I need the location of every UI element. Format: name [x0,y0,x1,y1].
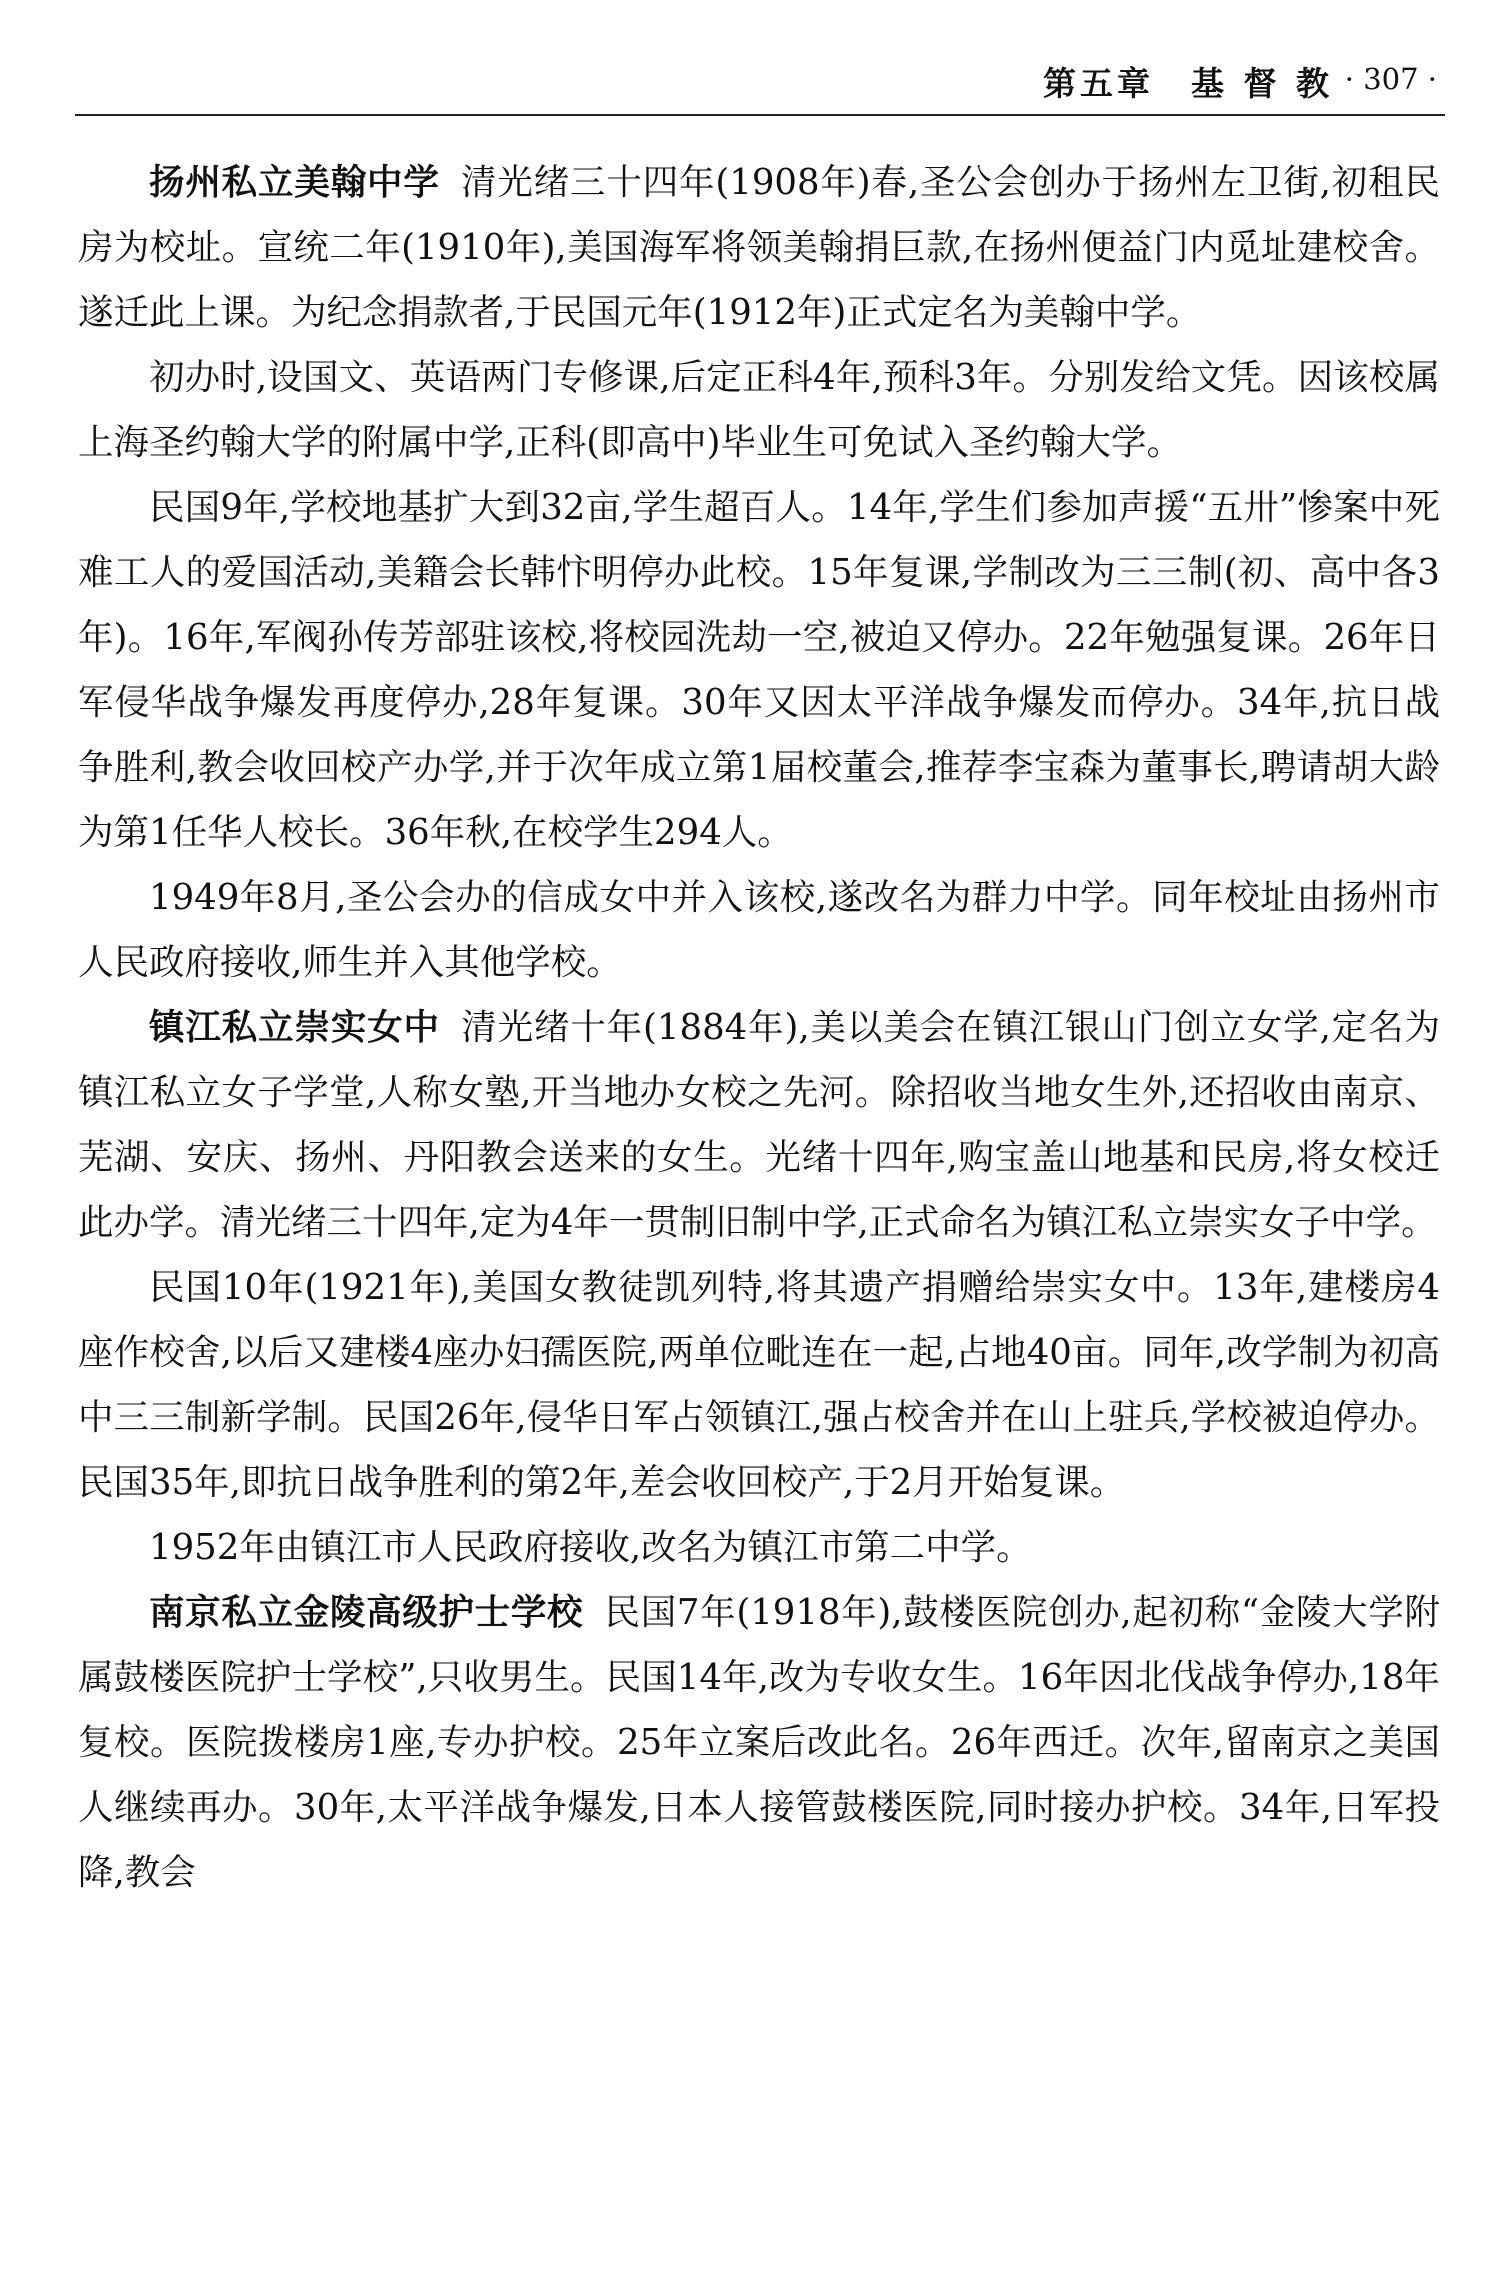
paragraph-text: 清光绪三十四年(1908年)春,圣公会创办于扬州左卫街,初租民房为校址。宣统二年(1910年),美国海军将领美翰捐巨款,在扬州便益门内觅址建校舍。遂迁此上课。为纪念捐款者,于民国元年(1912年)正式定名为美翰中学。 [78,162,1440,333]
paragraph [78,1515,1440,1580]
chapter-title: 第五章 基 督 教 [1043,64,1333,103]
paragraph-text: 初办时,设国文、英语两门专修课,后定正科4年,预科3年。分别发给文凭。因该校属上海圣约翰大学的附属中学,正科(即高中)毕业生可免试入圣约翰大学。 [78,357,1440,463]
paragraph-text: 民国7年(1918年),鼓楼医院创办,起初称“金陵大学附属鼓楼医院护士学校”,只收男生。民国14年,改为专收女生。16年因北伐战争停办,18年复校。医院拨楼房1座,专办护校。25年立案后改此名。26年西迁。次年,留南京之美国人继续再办。30年,太平洋战争爆发,日本人接管鼓楼医院,同时接办护校。34年,日军投降,教会 [78,1592,1440,1893]
page-number: · 307 · [1344,62,1437,96]
paragraph-heading: 镇江私立崇实女中 [149,1007,440,1048]
paragraph [78,865,1440,995]
paragraph-heading: 扬州私立美翰中学 [149,162,440,203]
paragraph-text: 民国9年,学校地基扩大到32亩,学生超百人。14年,学生们参加声援“五卅”惨案中死难工人的爱国活动,美籍会长韩忭明停办此校。15年复课,学制改为三三制(初、高中各3年)。16年,军阀孙传芳部驻该校,将校园洗劫一空,被迫又停办。22年勉强复课。26年日军侵华战争爆发再度停办,28年复课。30年又因太平洋战争爆发而停办。34年,抗日战争胜利,教会收回校产办学,并于次年成立第1届校董会,推荐李宝森为董事长,聘请胡大龄为第1任华人校长。36年秋,在校学生294人。 [78,487,1440,853]
paragraph [78,150,1440,345]
paragraph [78,475,1440,865]
paragraph-text: 民国10年(1921年),美国女教徒凯列特,将其遗产捐赠给崇实女中。13年,建楼房4座作校舍,以后又建楼4座办妇孺医院,两单位毗连在一起,占地40亩。同年,改学制为初高中三三制新学制。民国26年,侵华日军占领镇江,强占校舍并在山上驻兵,学校被迫停办。民国35年,即抗日战争胜利的第2年,差会收回校产,于2月开始复课。 [78,1267,1440,1503]
paragraph-text: 1952年由镇江市人民政府接收,改名为镇江市第二中学。 [149,1527,1032,1568]
paragraph [78,1255,1440,1515]
paragraph-text: 1949年8月,圣公会办的信成女中并入该校,遂改名为群力中学。同年校址由扬州市人民政府接收,师生并入其他学校。 [78,877,1440,983]
paragraph-text: 清光绪十年(1884年),美以美会在镇江银山门创立女学,定名为镇江私立女子学堂,人称女塾,开当地办女校之先河。除招收当地女生外,还招收由南京、芜湖、安庆、扬州、丹阳教会送来的女生。光绪十四年,购宝盖山地基和民房,将女校迁此办学。清光绪三十四年,定为4年一贯制旧制中学,正式命名为镇江私立崇实女子中学。 [78,1007,1440,1243]
running-header [75,52,1445,116]
paragraph [78,345,1440,475]
paragraph [78,995,1440,1255]
paragraph [78,1580,1440,1905]
body-text [78,150,1440,1905]
paragraph-heading: 南京私立金陵高级护士学校 [149,1592,584,1633]
